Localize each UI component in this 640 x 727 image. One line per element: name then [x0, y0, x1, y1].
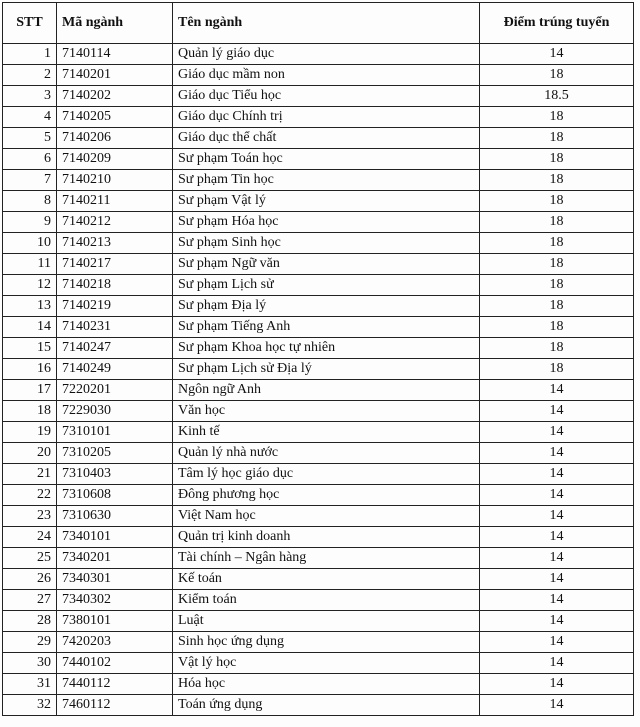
row-ma-nganh: 7140114 [57, 44, 173, 65]
row-diem: 14 [480, 632, 634, 653]
row-stt: 12 [3, 275, 57, 296]
table-row [3, 485, 634, 506]
row-ten-nganh: Giáo dục Chính trị [173, 107, 480, 128]
table-row [3, 401, 634, 422]
row-ma-nganh: 7220201 [57, 380, 173, 401]
row-ten-nganh: Sư phạm Ngữ văn [173, 254, 480, 275]
row-diem: 18 [480, 275, 634, 296]
row-stt: 3 [3, 86, 57, 107]
row-stt: 31 [3, 674, 57, 695]
row-stt: 24 [3, 527, 57, 548]
row-ten-nganh: Ngôn ngữ Anh [173, 380, 480, 401]
row-ten-nganh: Giáo dục thể chất [173, 128, 480, 149]
row-ma-nganh: 7340201 [57, 548, 173, 569]
table-row [3, 44, 634, 65]
row-ma-nganh: 7380101 [57, 611, 173, 632]
table-row [3, 212, 634, 233]
row-diem: 18 [480, 170, 634, 191]
row-diem: 18 [480, 191, 634, 212]
row-stt: 11 [3, 254, 57, 275]
row-ten-nganh: Kế toán [173, 569, 480, 590]
row-ma-nganh: 7140249 [57, 359, 173, 380]
row-stt: 32 [3, 695, 57, 716]
table-row [3, 254, 634, 275]
row-ten-nganh: Sinh học ứng dụng [173, 632, 480, 653]
row-diem: 18 [480, 254, 634, 275]
row-stt: 5 [3, 128, 57, 149]
table-row [3, 107, 634, 128]
row-ten-nganh: Sư phạm Tiếng Anh [173, 317, 480, 338]
row-ma-nganh: 7310630 [57, 506, 173, 527]
row-ma-nganh: 7310608 [57, 485, 173, 506]
row-ma-nganh: 7440112 [57, 674, 173, 695]
row-ten-nganh: Quản lý giáo dục [173, 44, 480, 65]
row-ten-nganh: Sư phạm Sinh học [173, 233, 480, 254]
row-ten-nganh: Sư phạm Toán học [173, 149, 480, 170]
row-ma-nganh: 7140231 [57, 317, 173, 338]
row-ma-nganh: 7140206 [57, 128, 173, 149]
row-ma-nganh: 7140212 [57, 212, 173, 233]
row-stt: 26 [3, 569, 57, 590]
row-stt: 22 [3, 485, 57, 506]
row-diem: 14 [480, 548, 634, 569]
row-stt: 1 [3, 44, 57, 65]
row-diem: 18 [480, 149, 634, 170]
row-stt: 16 [3, 359, 57, 380]
row-stt: 29 [3, 632, 57, 653]
row-diem: 14 [480, 380, 634, 401]
row-ma-nganh: 7140211 [57, 191, 173, 212]
row-diem: 18 [480, 296, 634, 317]
row-stt: 13 [3, 296, 57, 317]
row-diem: 18 [480, 359, 634, 380]
admission-score-table [2, 2, 634, 716]
table-row [3, 338, 634, 359]
row-ten-nganh: Sư phạm Lịch sử Địa lý [173, 359, 480, 380]
table-row [3, 548, 634, 569]
row-ma-nganh: 7440102 [57, 653, 173, 674]
row-diem: 14 [480, 611, 634, 632]
row-ma-nganh: 7140210 [57, 170, 173, 191]
table-row [3, 233, 634, 254]
row-ma-nganh: 7140202 [57, 86, 173, 107]
row-ma-nganh: 7140209 [57, 149, 173, 170]
table-row [3, 569, 634, 590]
row-stt: 9 [3, 212, 57, 233]
row-stt: 23 [3, 506, 57, 527]
header-ten-nganh: Tên ngành [173, 3, 480, 44]
row-stt: 7 [3, 170, 57, 191]
row-stt: 14 [3, 317, 57, 338]
row-diem: 14 [480, 44, 634, 65]
row-ma-nganh: 7340301 [57, 569, 173, 590]
row-ten-nganh: Tài chính – Ngân hàng [173, 548, 480, 569]
row-ten-nganh: Quản trị kinh doanh [173, 527, 480, 548]
row-diem: 18 [480, 128, 634, 149]
row-diem: 18 [480, 65, 634, 86]
row-ma-nganh: 7229030 [57, 401, 173, 422]
row-diem: 14 [480, 569, 634, 590]
table-row [3, 359, 634, 380]
table-row [3, 149, 634, 170]
row-stt: 28 [3, 611, 57, 632]
table-row [3, 275, 634, 296]
row-ma-nganh: 7340101 [57, 527, 173, 548]
table-row [3, 380, 634, 401]
table-row [3, 443, 634, 464]
row-stt: 20 [3, 443, 57, 464]
row-ma-nganh: 7310403 [57, 464, 173, 485]
row-ten-nganh: Văn học [173, 401, 480, 422]
row-stt: 2 [3, 65, 57, 86]
row-diem: 18 [480, 317, 634, 338]
table-row [3, 422, 634, 443]
table-row [3, 128, 634, 149]
row-diem: 14 [480, 401, 634, 422]
table-row [3, 65, 634, 86]
table-body [3, 44, 634, 716]
row-ten-nganh: Vật lý học [173, 653, 480, 674]
row-diem: 18 [480, 233, 634, 254]
table-row [3, 611, 634, 632]
row-diem: 14 [480, 674, 634, 695]
row-ten-nganh: Kiểm toán [173, 590, 480, 611]
table-row [3, 191, 634, 212]
row-ma-nganh: 7140219 [57, 296, 173, 317]
row-diem: 14 [480, 422, 634, 443]
row-diem: 14 [480, 695, 634, 716]
row-ma-nganh: 7140201 [57, 65, 173, 86]
table-row [3, 296, 634, 317]
row-ten-nganh: Tâm lý học giáo dục [173, 464, 480, 485]
row-ma-nganh: 7140218 [57, 275, 173, 296]
row-stt: 25 [3, 548, 57, 569]
row-ma-nganh: 7310101 [57, 422, 173, 443]
row-ten-nganh: Sư phạm Tin học [173, 170, 480, 191]
row-diem: 18 [480, 107, 634, 128]
row-diem: 14 [480, 443, 634, 464]
table-row [3, 695, 634, 716]
row-ma-nganh: 7140213 [57, 233, 173, 254]
row-ten-nganh: Giáo dục mầm non [173, 65, 480, 86]
row-stt: 27 [3, 590, 57, 611]
row-ma-nganh: 7340302 [57, 590, 173, 611]
row-diem: 14 [480, 464, 634, 485]
row-stt: 18 [3, 401, 57, 422]
row-diem: 18.5 [480, 86, 634, 107]
header-ma-nganh: Mã ngành [57, 3, 173, 44]
table-row [3, 86, 634, 107]
row-ten-nganh: Sư phạm Khoa học tự nhiên [173, 338, 480, 359]
row-ten-nganh: Quản lý nhà nước [173, 443, 480, 464]
row-diem: 14 [480, 506, 634, 527]
table-row [3, 590, 634, 611]
table-row [3, 317, 634, 338]
table-row [3, 653, 634, 674]
table-row [3, 170, 634, 191]
row-stt: 17 [3, 380, 57, 401]
row-stt: 6 [3, 149, 57, 170]
row-stt: 4 [3, 107, 57, 128]
row-diem: 14 [480, 653, 634, 674]
row-ten-nganh: Hóa học [173, 674, 480, 695]
row-ten-nganh: Giáo dục Tiểu học [173, 86, 480, 107]
row-diem: 14 [480, 590, 634, 611]
row-ma-nganh: 7420203 [57, 632, 173, 653]
table-row [3, 464, 634, 485]
row-ten-nganh: Toán ứng dụng [173, 695, 480, 716]
row-ten-nganh: Sư phạm Địa lý [173, 296, 480, 317]
row-stt: 19 [3, 422, 57, 443]
row-ma-nganh: 7140205 [57, 107, 173, 128]
table-row [3, 506, 634, 527]
row-ten-nganh: Đông phương học [173, 485, 480, 506]
row-ten-nganh: Sư phạm Vật lý [173, 191, 480, 212]
row-diem: 14 [480, 485, 634, 506]
table-row [3, 674, 634, 695]
table-header-row [3, 3, 634, 44]
table-row [3, 632, 634, 653]
row-stt: 15 [3, 338, 57, 359]
row-ten-nganh: Kinh tế [173, 422, 480, 443]
row-stt: 8 [3, 191, 57, 212]
row-diem: 18 [480, 212, 634, 233]
row-ten-nganh: Luật [173, 611, 480, 632]
row-diem: 18 [480, 338, 634, 359]
row-stt: 10 [3, 233, 57, 254]
row-diem: 14 [480, 527, 634, 548]
row-ma-nganh: 7140247 [57, 338, 173, 359]
row-ma-nganh: 7140217 [57, 254, 173, 275]
row-stt: 21 [3, 464, 57, 485]
row-ma-nganh: 7310205 [57, 443, 173, 464]
header-stt: STT [3, 3, 57, 44]
table-row [3, 527, 634, 548]
header-diem-trung-tuyen: Điểm trúng tuyển [480, 3, 634, 44]
row-ma-nganh: 7460112 [57, 695, 173, 716]
row-ten-nganh: Sư phạm Hóa học [173, 212, 480, 233]
row-ten-nganh: Việt Nam học [173, 506, 480, 527]
row-stt: 30 [3, 653, 57, 674]
row-ten-nganh: Sư phạm Lịch sử [173, 275, 480, 296]
